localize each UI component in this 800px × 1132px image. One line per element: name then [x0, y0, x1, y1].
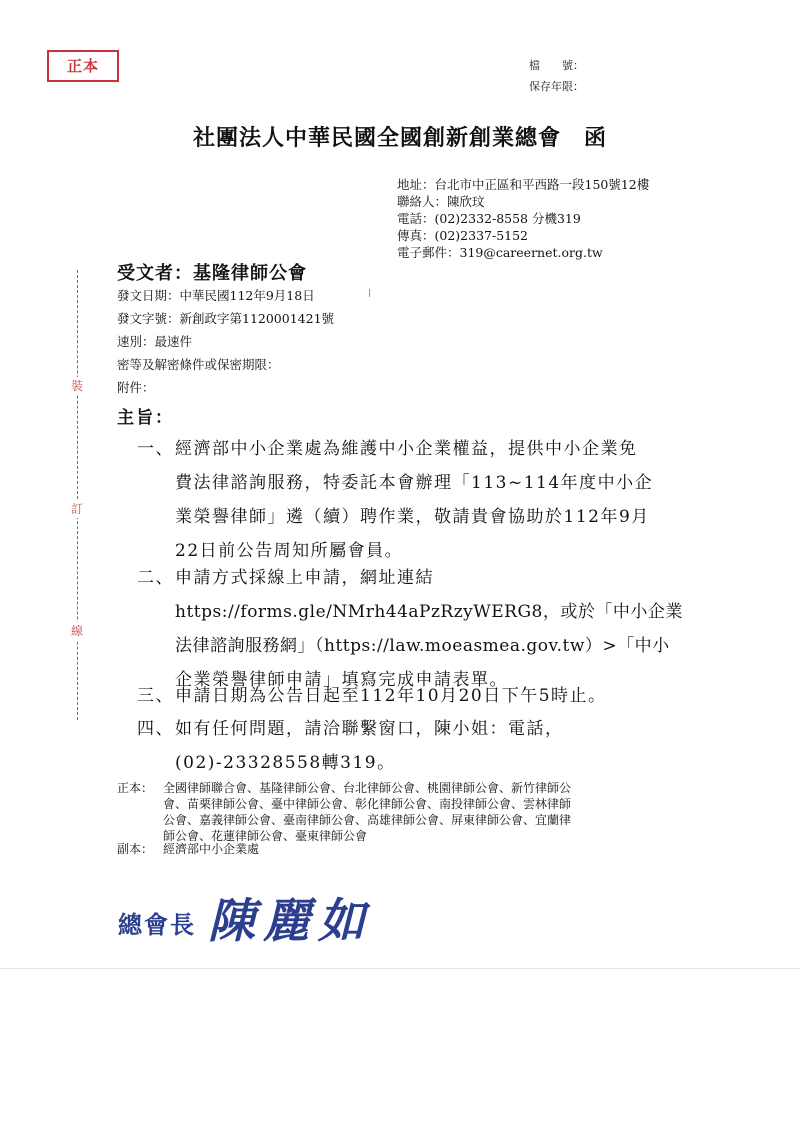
recipients-line: 全國律師聯合會、基隆律師公會、台北律師公會、桃園律師公會、新竹律師公 — [163, 781, 572, 795]
binding-char-1: 裝 — [67, 377, 87, 395]
subject-item-4 — [137, 712, 697, 780]
phone-line: 電話：(02)2332-8558 分機319 — [397, 211, 581, 226]
item-number: 三、 — [137, 686, 174, 706]
binding-line — [77, 270, 78, 720]
binding-char-3: 線 — [67, 622, 87, 640]
item-line: 申請日期為公告日起至112年10月20日下午5時止。 — [175, 686, 607, 706]
item-line: 22日前公告周知所屬會員。 — [175, 541, 404, 561]
original-recipients — [117, 780, 717, 846]
item-line: 如有任何問題，請洽聯繫窗口，陳小姐：電話， — [175, 719, 564, 739]
subject-item-1 — [137, 432, 697, 568]
item-number: 四、 — [137, 719, 174, 739]
attachment: 附件： — [117, 380, 155, 395]
contact-person-line: 聯絡人：陳欣玟 — [397, 194, 485, 209]
reference-number: 發文字號：新創政字第1120001421號 — [117, 311, 335, 326]
retention-period-label: 保存年限： — [529, 80, 584, 93]
signature-name: 陳麗如 — [208, 894, 373, 949]
original-recipients-label: 正本： — [117, 781, 154, 795]
recipient: 受文者：基隆律師公會 — [117, 263, 307, 284]
item-line: 經濟部中小企業處為維護中小企業權益，提供中小企業免 — [175, 439, 638, 459]
recipients-line: 會、苗栗律師公會、臺中律師公會、彰化律師公會、南投律師公會、雲林律師 — [163, 797, 572, 811]
item-line: (02)-23328558轉319。 — [175, 753, 396, 773]
original-stamp: 正本 — [47, 50, 119, 82]
delivery-speed: 速別：最速件 — [117, 334, 193, 349]
recipients-line: 公會、嘉義律師公會、臺南律師公會、高雄律師公會、屏東律師公會、宜蘭律 — [163, 813, 572, 827]
copy-recipients-label: 副本： — [117, 842, 154, 856]
file-number-label: 檔 號： — [529, 59, 584, 72]
fax-line: 傳真：(02)2337-5152 — [397, 228, 529, 243]
signature-title: 總會長 — [118, 910, 196, 939]
scan-edge-line — [0, 968, 800, 969]
subject-item-2 — [137, 561, 697, 697]
email-line: 電子郵件：319@careernet.org.tw — [397, 245, 603, 260]
contact-block — [397, 176, 649, 261]
item-line: 申請方式採線上申請，網址連結 — [175, 568, 434, 588]
item-line: 企業榮譽律師申請」填寫完成申請表單。 — [175, 670, 508, 690]
item-line: 業榮譽律師」遴（續）聘作業，敬請貴會協助於112年9月 — [175, 507, 650, 527]
document-title: 社團法人中華民國全國創新創業總會 函 — [192, 125, 607, 151]
item-line: 法律諮詢服務網」（https://law.moeasmea.gov.tw）>「中小 — [175, 636, 670, 656]
binding-char-2: 訂 — [67, 500, 87, 518]
address-line: 地址：台北市中正區和平西路一段150號12樓 — [397, 177, 650, 192]
recipients-line: 師公會、花蓮律師公會、臺東律師公會 — [163, 829, 368, 843]
secrecy-level: 密等及解密條件或保密期限： — [117, 357, 280, 372]
item-line: https://forms.gle/NMrh44aPzRzyWERG8，或於「中小企業 — [175, 602, 683, 622]
item-number: 二、 — [137, 568, 174, 588]
margin-mark: ǀ — [368, 287, 372, 300]
item-line: 費法律諮詢服務，特委託本會辦理「113~114年度中小企 — [175, 473, 654, 493]
subject-item-3 — [137, 679, 697, 713]
item-number: 一、 — [137, 439, 174, 459]
copy-recipients — [117, 841, 517, 859]
subject-heading: 主旨： — [117, 408, 174, 428]
issue-date: 發文日期：中華民國112年9月18日 — [117, 288, 315, 303]
copy-recipient: 經濟部中小企業處 — [163, 842, 260, 856]
